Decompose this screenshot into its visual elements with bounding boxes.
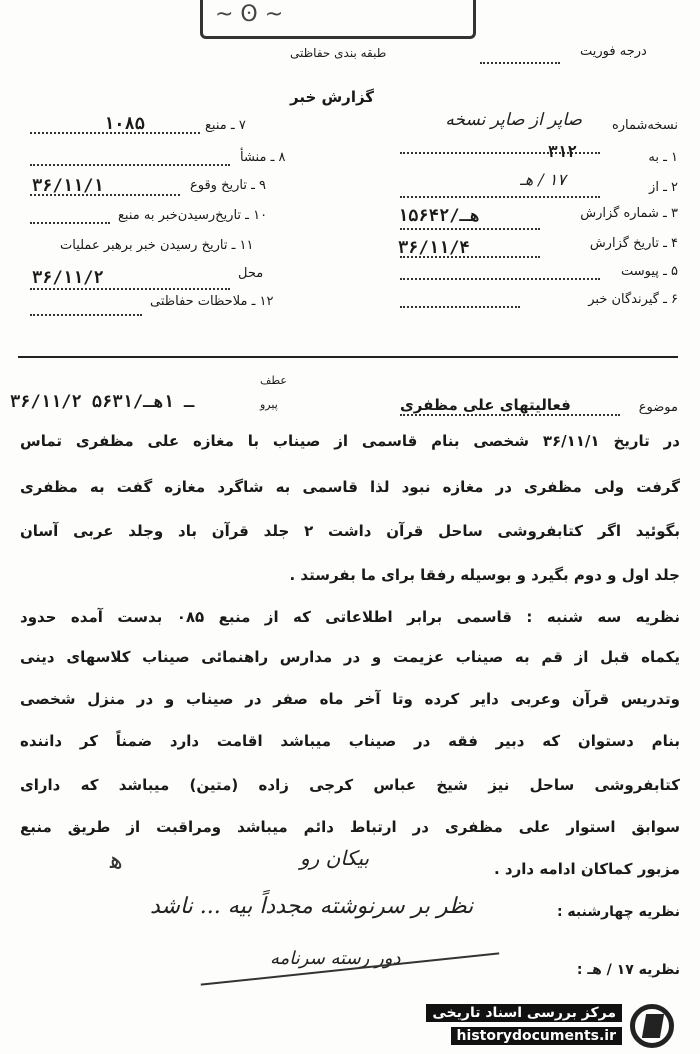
body-line-11: مزبور کماکان ادامه دارد . — [494, 860, 680, 878]
field-copy-number-value: صاپر از صاپر نسخه — [445, 110, 582, 130]
field-from-value: ۱۷ / هـ — [520, 170, 566, 189]
body-line-7: وتدریس قرآن وعربی دایر کرده وتا آخر ماه صفر در صیناب و در منزل شخصی — [20, 690, 680, 708]
field-event-date-label: ۹ ـ تاریخ وقوع — [190, 178, 267, 193]
body-line-1: در تاریخ ۳۶/۱۱/۱ شخصی بنام قاسمی از صیناب با مغازه علی مظفری تماس — [20, 432, 680, 450]
subject-label: موضوع — [638, 400, 678, 415]
body-line-5: نظریه سه شنبه : قاسمی برابر اطلاعاتی که از منبع ۰۸۵ بدست آمده حدود — [20, 608, 680, 626]
field-source-label: ۷ ـ منبع — [205, 118, 246, 133]
stamp-scribble: ~ ʘ ~ — [215, 2, 284, 27]
body-line-4: جلد اول و دوم بگیرد و بوسیله رفقا برای ما بفرستد . — [289, 566, 680, 584]
field-origin-label: ۸ ـ منشأ — [240, 150, 286, 165]
field-to-label: ۱ ـ به — [648, 150, 678, 165]
body-line-9: کتابفروشی ساحل نیز شیخ عباس کرجی زاده (متین) میباشد که دارای — [20, 776, 680, 794]
subject-value: فعالیتهای علی مظفری — [400, 396, 571, 414]
urgency-label: درجه فوریت — [580, 44, 647, 59]
page-title: گزارش خبر — [290, 88, 375, 106]
body-line-6: یکماه قبل از قم به صیناب عزیمت و در مدارس راهنمائی صیناب کلاسهای دینی — [20, 648, 680, 666]
field-report-date-label: ۴ ـ تاریخ گزارش — [589, 236, 678, 251]
field-leader-received-line — [30, 288, 230, 290]
field-report-number-line — [400, 228, 540, 230]
field-recipients-line — [400, 306, 520, 308]
field-recipients-label: ۶ ـ گیرندگان خبر — [588, 292, 678, 307]
field-source-value: ۱۰۸۵ — [104, 114, 145, 134]
field-from-label: ۲ ـ از — [649, 180, 678, 195]
wednesday-opinion-label: نظریه چهارشنبه : — [556, 904, 680, 920]
field-event-date-value: ۳۶/۱۱/۱ — [32, 176, 104, 196]
watermark-title: مرکز بررسی اسناد تاریخی — [426, 1004, 622, 1022]
body-line-10: سوابق استوار علی مظفری در ارتباط دائم میباشد ومراقبت از طریق منبع — [20, 818, 680, 836]
separator-rule — [18, 356, 678, 358]
field-leader-received-label: ۱۱ ـ تاریخ رسیدن خبر برهبر عملیات — [60, 238, 254, 253]
subject-line — [400, 414, 620, 416]
field-report-date-value: ۳۶/۱۱/۴ — [398, 238, 470, 258]
body-line-3: بگوئید اگر کتابفروشی ساحل قرآن داشت ۲ جلد قرآن باد وجلد عربی آسان — [20, 522, 680, 540]
subject-ref-top: عطف — [260, 374, 287, 387]
field-place-label: محل — [238, 266, 264, 281]
field-source-received-label: ۱۰ ـ تاریخ‌رسیدن‌خبر به منبع — [118, 208, 268, 223]
wednesday-opinion-note: نظر بر سرنوشته مجدداً بیه ... ناشد — [150, 894, 474, 919]
body-line-8: بنام دستوان که دبیر فقه در صیناب میباشد اقامت دارد ضمناً کر داننده — [20, 732, 680, 750]
footer-opinion-label: نظریه ۱۷ / هـ : — [576, 962, 680, 978]
watermark-url: historydocuments.ir — [451, 1027, 622, 1045]
field-security-notes-label: ۱۲ ـ ملاحظات حفاظتی — [150, 294, 274, 309]
field-copy-number-label: نسخه‌شماره — [611, 118, 678, 133]
subject-ref-bottom: پیرو — [260, 398, 278, 411]
classification-label: طبقه بندی حفاظتی — [290, 46, 387, 60]
field-report-number-value: ۱هـ/۵۶۴۲ — [398, 206, 480, 226]
field-origin-line — [30, 164, 230, 166]
field-attachment-label: ۵ ـ پیوست — [621, 264, 678, 279]
footer-opinion-note: دور رسته سرنامه — [270, 948, 401, 969]
field-attachment-line — [400, 278, 600, 280]
urgency-line — [480, 62, 560, 64]
field-from-line — [400, 196, 600, 198]
field-to-value: ۳۱۲ — [548, 142, 577, 161]
field-leader-received-value: ۳۶/۱۱/۲ — [32, 268, 104, 288]
handwritten-mark: ﻫ — [110, 846, 123, 874]
handwritten-margin-note: بیکان رو — [300, 846, 370, 870]
body-line-2: گرفت ولی مظفری در مغازه نبود لذا قاسمی به شاگرد مغازه گفت به مظفری — [20, 478, 680, 496]
field-security-notes-line — [30, 314, 142, 316]
field-source-received-line — [30, 222, 110, 224]
field-report-number-label: ۳ ـ شماره گزارش — [580, 206, 678, 221]
subject-ref-number: ۳۶/۱۱/۲ ـ ۱هـ/۵۶۳۱ — [10, 392, 195, 412]
